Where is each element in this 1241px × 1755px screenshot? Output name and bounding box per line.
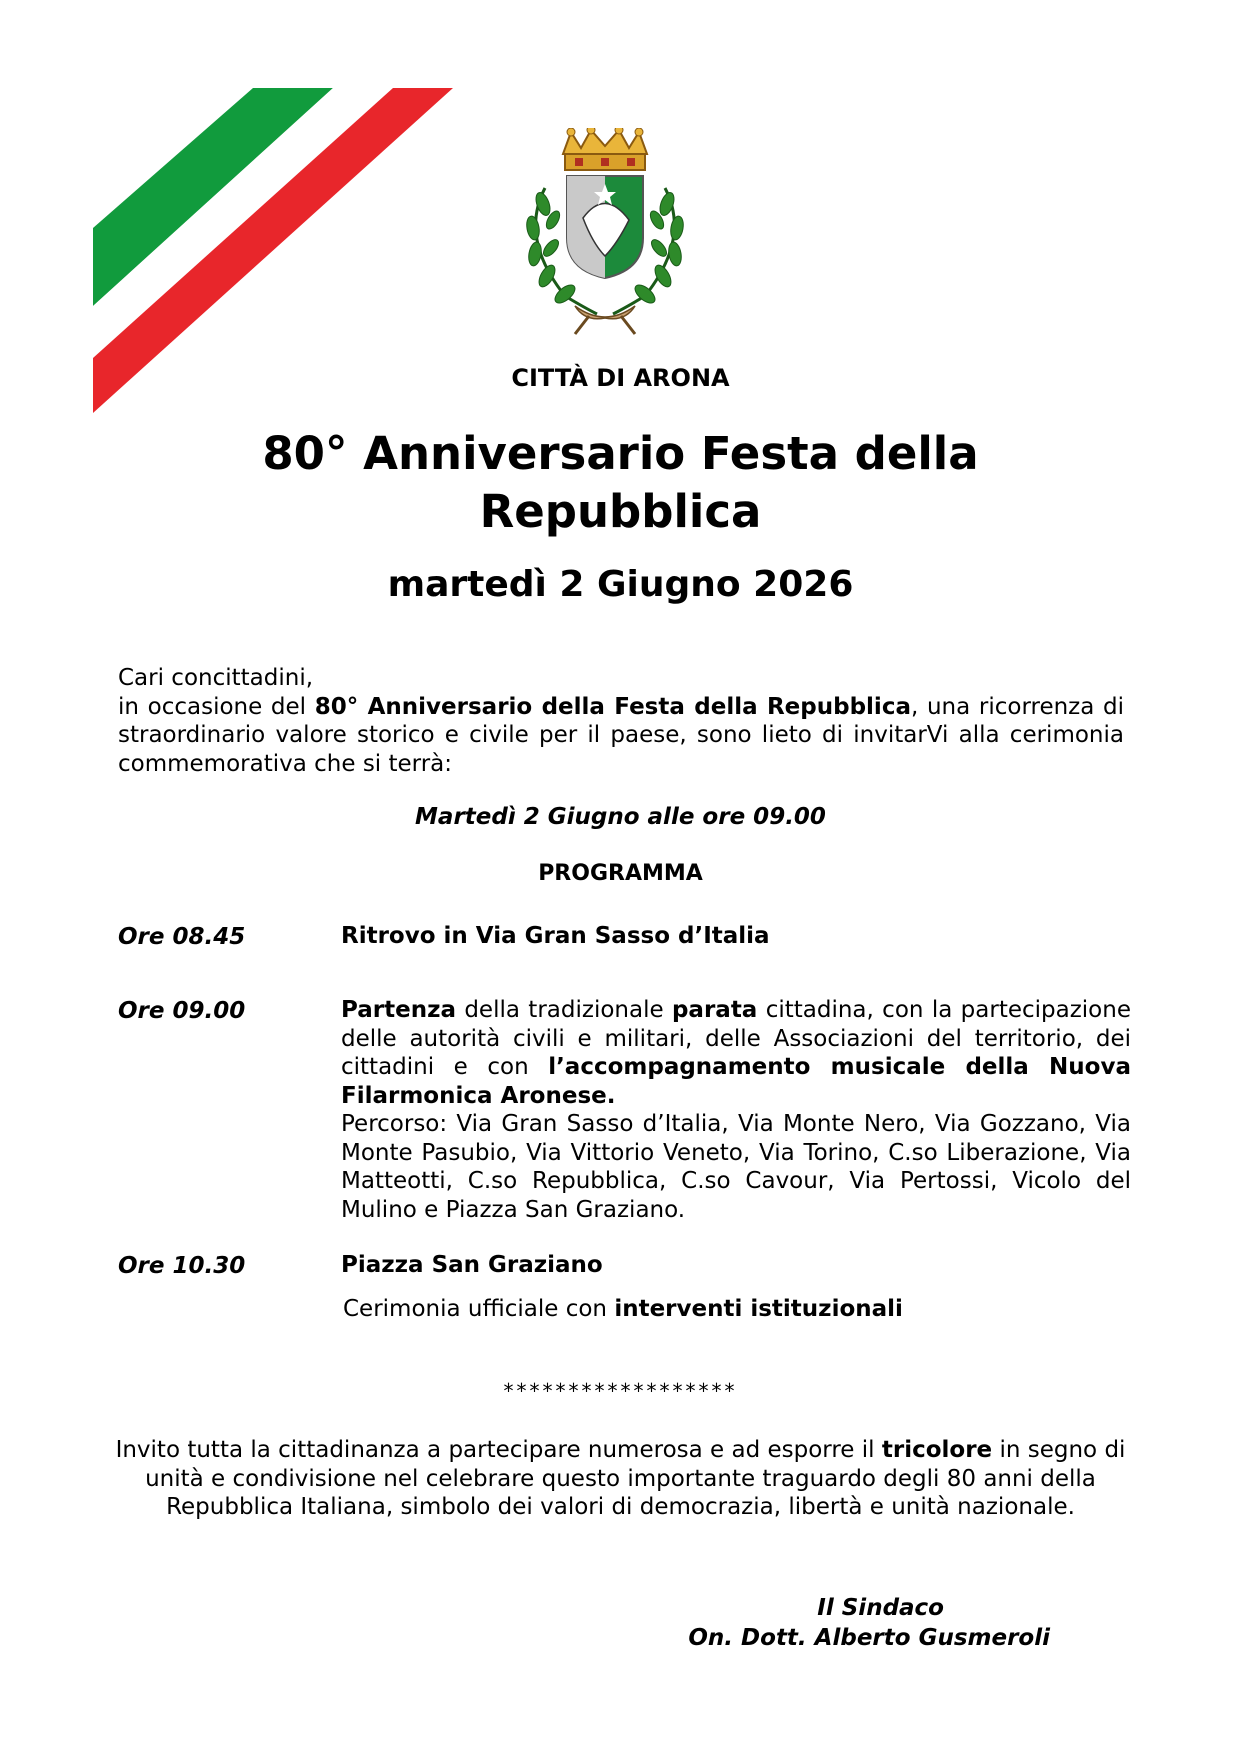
separator: ****************** (503, 1379, 738, 1403)
text: in segno di unità e condivisione nel celebrare questo importante traguardo degli 80 anni della Repubblica Italiana, simbolo dei valori di democrazia, libertà e unità nazionale. (145, 1437, 1126, 1520)
text: Invito tutta la cittadinanza a partecipare numerosa e ad esporre il (115, 1437, 882, 1463)
schedule-description (341, 1251, 1131, 1280)
signature-role: Il Sindaco (817, 1595, 944, 1621)
city-name: CITTÀ DI ARONA (511, 364, 730, 392)
bold-text: parata (671, 997, 758, 1023)
intro-text: in occasione del (118, 693, 315, 720)
schedule-time: Ore 09.00 (118, 998, 246, 1024)
parade-route: Percorso: Via Gran Sasso d’Italia, Via Monte Nero, Via Gozzano, Via Monte Pasubio, Via Vittorio Veneto, Via Torino, C.so Liberazione, Via Matteotti, C.so Repubblica, C.so Cavour, Via Pertossi, Vicolo del Mulino e Piazza San Graziano. (341, 1111, 1131, 1223)
intro-highlight: 80° Anniversario della Festa della Repubblica (314, 693, 911, 720)
schedule-time: Ore 10.30 (118, 1253, 246, 1279)
title-line-2: Repubblica (479, 485, 762, 538)
bold-text: Partenza (341, 997, 456, 1023)
schedule-title: Ritrovo in Via Gran Sasso d’Italia (341, 923, 770, 949)
schedule-description (341, 922, 1131, 951)
programma-heading: PROGRAMMA (538, 861, 703, 886)
text: della tradizionale (455, 997, 672, 1023)
signature-name: On. Dott. Alberto Gusmeroli (688, 1625, 1050, 1651)
crown-icon (563, 128, 647, 170)
schedule-time: Ore 08.45 (118, 924, 246, 950)
parade-description (341, 996, 1131, 1110)
shield-icon (567, 176, 643, 278)
ribbon-knot-icon (575, 306, 635, 334)
greeting: Cari concittadini, (118, 665, 314, 691)
schedule-description (341, 996, 1131, 1224)
bold-text: l’accompagnamento musicale della Nuova Filarmonica Aronese. (341, 1054, 1131, 1109)
intro-paragraph (118, 664, 1124, 778)
schedule-title: Piazza San Graziano (341, 1252, 603, 1278)
event-time: Martedì 2 Giugno alle ore 09.00 (415, 804, 826, 830)
bold-text: interventi istituzionali (614, 1296, 903, 1322)
arona-coat-of-arms-icon (505, 128, 705, 338)
event-date: martedì 2 Giugno 2026 (387, 564, 854, 605)
closing-paragraph (100, 1436, 1141, 1522)
ceremony-description (343, 1295, 903, 1324)
title-line-1: 80° Anniversario Festa della (262, 427, 979, 480)
text: cittadina, con la partecipazione delle autorità civili e militari, delle Associazioni del territorio, dei cittadini e con (341, 997, 1131, 1080)
bold-text: tricolore (881, 1437, 993, 1463)
intro-body (118, 693, 1124, 779)
intro-text-continued: , una ricorrenza di straordinario valore storico e civile per il paese, sono lieto di invitarVi alla cerimonia commemorativa che si terrà: (118, 693, 1125, 777)
text: Cerimonia ufficiale con (343, 1296, 615, 1322)
signature-block (680, 1593, 1050, 1653)
page-title (0, 425, 1241, 541)
